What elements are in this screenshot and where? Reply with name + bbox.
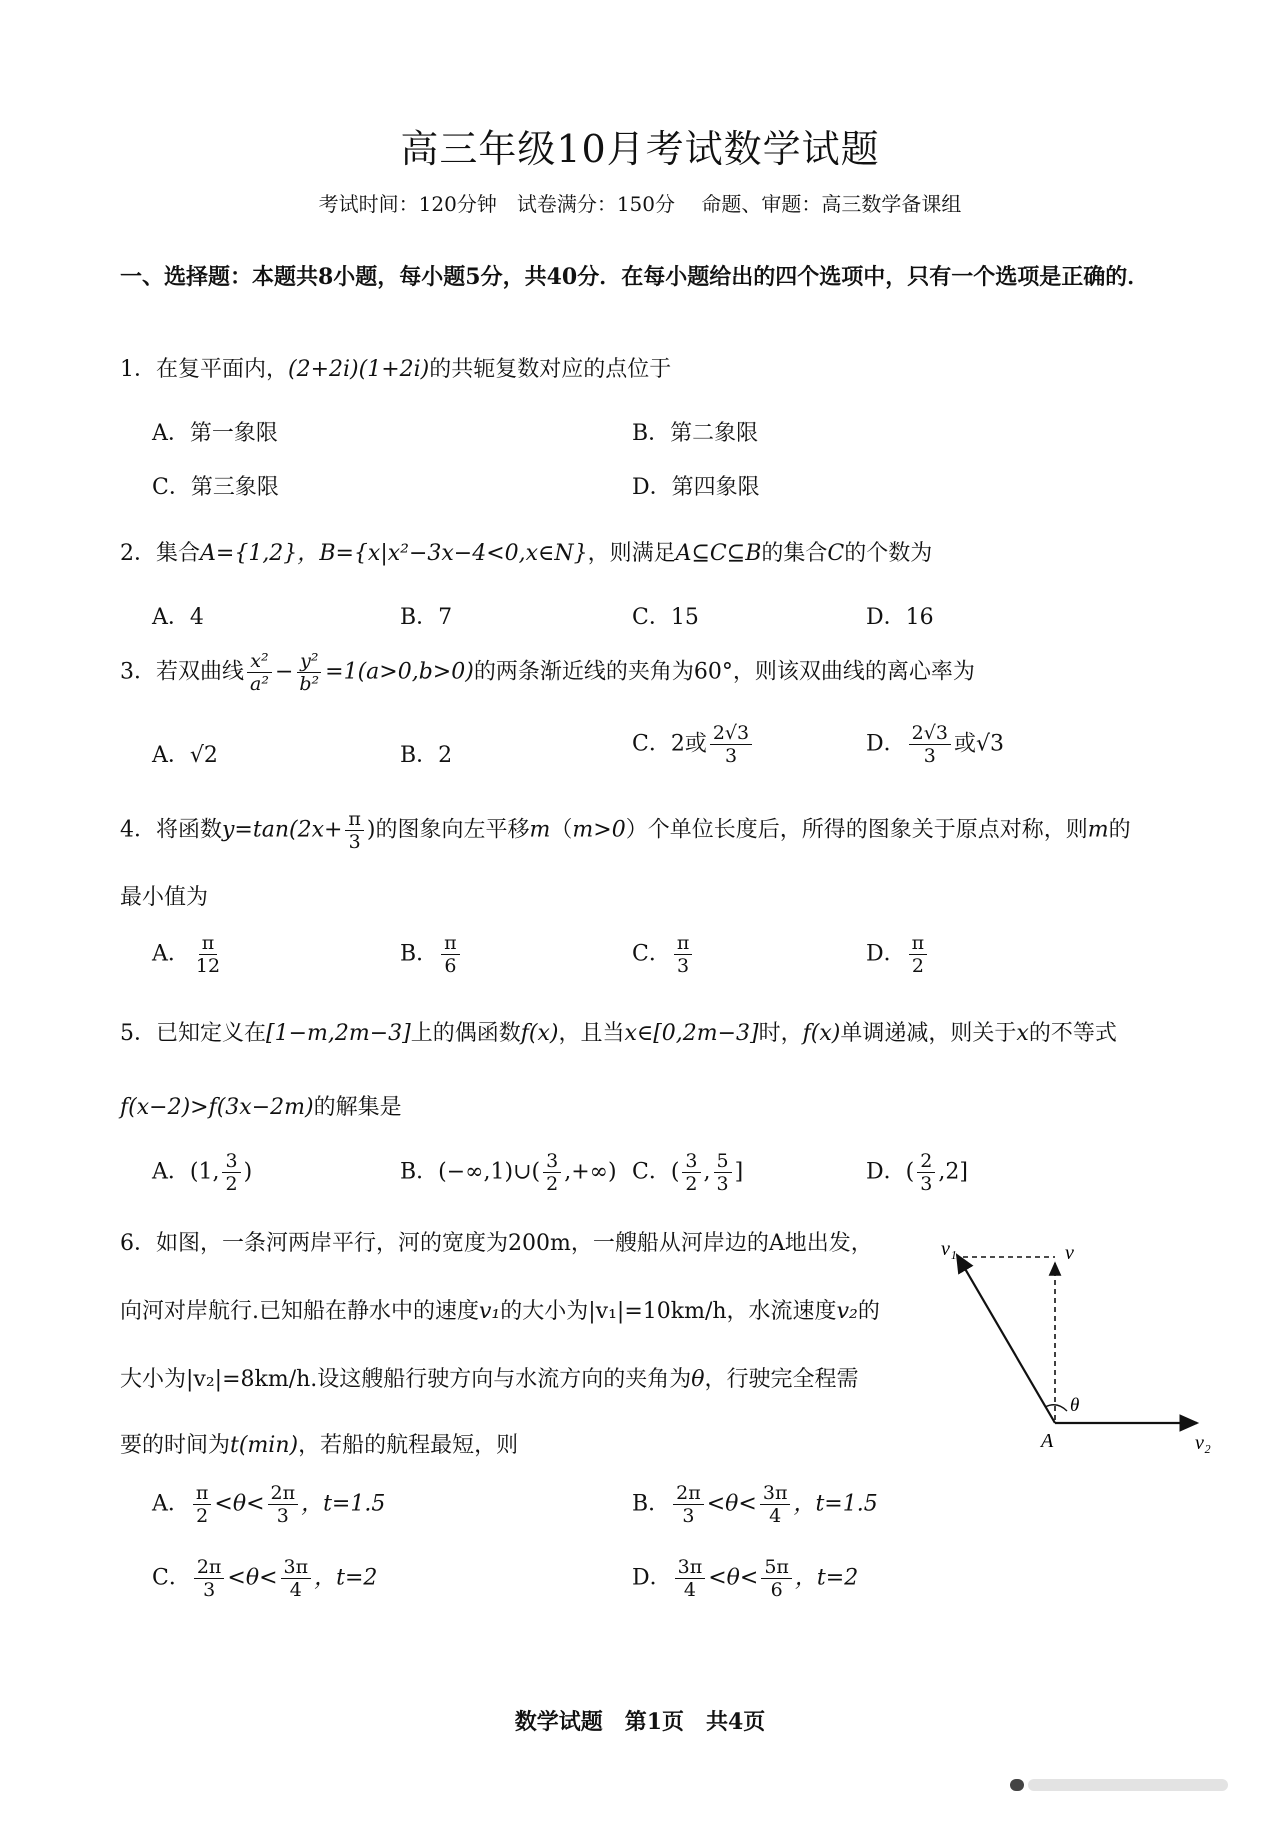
- q4-option-c: [632, 932, 695, 977]
- q6-optd-frac1: [675, 1556, 706, 1601]
- q6-line2: [120, 1294, 880, 1325]
- q1-expression: (2+2i)(1+2i): [288, 357, 430, 382]
- q4-optd-num: π: [909, 932, 928, 955]
- q6-line3-b: .设这艘船行驶方向与水流方向的夹角为: [310, 1367, 692, 1392]
- q6-optb-n2: 3π: [760, 1482, 791, 1505]
- q6-opta-d1: 2: [196, 1505, 209, 1527]
- section-heading: 一、选择题：本题共8小题，每小题5分，共40分．在每小题给出的四个选项中，只有一个选项是正确的．: [120, 264, 1150, 290]
- question-2: [120, 536, 932, 567]
- q2-set-a: A={1,2}，: [200, 541, 320, 566]
- q5-optc-num2: 5: [714, 1150, 732, 1173]
- q6-line2-c: ，水流速度: [726, 1299, 837, 1324]
- q4-optb-num: π: [441, 932, 460, 955]
- q5-opta-pre: A．(1,: [152, 1159, 220, 1185]
- q6-time: t(min): [230, 1433, 299, 1458]
- q6-optb-frac2: [760, 1482, 791, 1527]
- q5-line2: [120, 1090, 402, 1121]
- q6-optc-frac2: [281, 1556, 312, 1601]
- q3-minus: −: [274, 659, 294, 685]
- q6-opta-label: A．: [152, 1491, 190, 1517]
- q4-func-post: ): [366, 817, 376, 843]
- q5-optb-pre: B．(−∞,1)∪(: [400, 1159, 541, 1185]
- q4-stem-line2: 最小值为: [120, 885, 209, 910]
- q5-optc-fraction-1: [682, 1150, 700, 1195]
- q4-m: m: [529, 817, 551, 843]
- q6-option-c: [152, 1556, 377, 1601]
- q2-stem-d: 的个数为: [844, 541, 933, 566]
- q5-optd-fraction: [917, 1150, 935, 1195]
- q2-stem-c: 的集合: [761, 541, 828, 566]
- q2-option-c: C．15: [632, 605, 699, 630]
- q3-optd-den: 3: [923, 745, 936, 767]
- q4-optc-num: π: [674, 932, 693, 955]
- q5-optc-mid: ,: [703, 1159, 711, 1185]
- q6-line2-a: 向河对岸航行.已知船在静水中的速度: [120, 1299, 479, 1324]
- scroll-handle[interactable]: [1010, 1778, 1230, 1792]
- q3-option-d: [866, 722, 1004, 767]
- q6-optc-n2: 3π: [281, 1556, 312, 1579]
- q3-equation: =1(a>0,b>0): [325, 659, 474, 685]
- scroll-thumb[interactable]: [1010, 1779, 1024, 1791]
- fig-label-a: A: [1041, 1430, 1054, 1452]
- q4-optd-den: 2: [911, 955, 924, 977]
- q3-frac2-num: y²: [297, 650, 321, 673]
- q6-optb-tail: ，t=1.5: [793, 1491, 878, 1517]
- q4-stem-a: 4．将函数: [120, 817, 222, 843]
- q6-optb-n1: 2π: [673, 1482, 704, 1505]
- q6-optc-label: C．: [152, 1565, 191, 1591]
- q5-optb-fraction: [543, 1150, 561, 1195]
- exam-info: 考试时间：120分钟 试卷满分：150分 命题、审题：高三数学备课组: [318, 192, 962, 216]
- q6-optb-d2: 4: [769, 1505, 782, 1527]
- question-3: [120, 650, 975, 695]
- q5-x: x: [1016, 1021, 1029, 1046]
- q5-interval: [1−m,2m−3]: [266, 1021, 411, 1046]
- q5-stem-b: 上的偶函数: [410, 1021, 521, 1046]
- q2-condition: A⊆C⊆B: [675, 541, 762, 566]
- q4-optc-den: 3: [677, 955, 690, 977]
- q5-optd-num: 2: [917, 1150, 935, 1173]
- fig-label-theta: θ: [1070, 1395, 1080, 1416]
- q3-frac2-den: b²: [299, 673, 320, 695]
- q6-opta-mid: <θ<: [214, 1491, 265, 1517]
- v1-vector: [957, 1255, 1055, 1423]
- q5-optd-post: ,2]: [938, 1159, 968, 1185]
- q4-opta-num: π: [199, 932, 218, 955]
- q5-fx: f(x): [520, 1021, 559, 1046]
- q6-opta-frac2: [268, 1482, 299, 1527]
- q5-option-c: [632, 1150, 743, 1195]
- q6-optd-mid: <θ<: [708, 1565, 759, 1591]
- q5-optb-den: 2: [546, 1173, 559, 1195]
- q4-opta-label: A．: [152, 941, 190, 967]
- q2-option-b: B．7: [400, 605, 453, 630]
- q5-optc-post: ]: [734, 1159, 744, 1185]
- q3-fraction-x: [247, 650, 272, 695]
- q6-v2: v₂: [836, 1299, 858, 1324]
- q6-v2-magnitude: |v₂|=8km/h: [186, 1367, 311, 1392]
- q6-line4: [120, 1428, 518, 1459]
- q2-option-d: D．16: [866, 605, 934, 630]
- q5-stem-a: 5．已知定义在: [120, 1021, 266, 1046]
- q5-stem-e: 单调递减，则关于: [840, 1021, 1017, 1046]
- q6-optd-label: D．: [632, 1565, 672, 1591]
- q5-stem-f: 的不等式: [1028, 1021, 1117, 1046]
- q4-m-condition: m>0: [572, 817, 626, 843]
- q5-optd-den: 3: [920, 1173, 933, 1195]
- q4-func-num: π: [345, 808, 364, 831]
- q3-optd-pre: D．: [866, 731, 906, 757]
- page-footer: 数学试题 第1页 共4页: [514, 1709, 766, 1735]
- page-title: 高三年级10月考试数学试题: [400, 127, 880, 171]
- q5-optc-fraction-2: [714, 1150, 732, 1195]
- q6-opta-tail: ，t=1.5: [301, 1491, 386, 1517]
- fig-label-v: v: [1065, 1242, 1074, 1264]
- q5-opta-post: ): [243, 1159, 253, 1185]
- q5-optc-pre: C．(: [632, 1159, 680, 1185]
- q5-optc-num1: 3: [682, 1150, 700, 1173]
- q4-option-d: [866, 932, 930, 977]
- q6-optd-d1: 4: [683, 1579, 696, 1601]
- q3-stem-b: 的两条渐近线的夹角为60°，则该双曲线的离心率为: [473, 659, 975, 685]
- q6-line4-a: 要的时间为: [120, 1433, 231, 1458]
- q6-option-d: [632, 1556, 858, 1601]
- q6-optb-label: B．: [632, 1491, 671, 1517]
- q6-v1: v₁: [479, 1299, 501, 1324]
- q4-func-fraction: [345, 808, 364, 853]
- q6-option-a: [152, 1482, 385, 1527]
- q3-option-c: [632, 722, 755, 767]
- q6-optb-frac1: [673, 1482, 704, 1527]
- q2-stem-b: ，则满足: [587, 541, 676, 566]
- q5-opta-fraction: [222, 1150, 240, 1195]
- q4-stem-b: 的图象向左平移: [375, 817, 530, 843]
- q6-opta-frac1: [193, 1482, 212, 1527]
- q6-line3: [120, 1362, 859, 1393]
- q4-opta-fraction: [193, 932, 223, 977]
- q6-line3-a: 大小为: [120, 1367, 187, 1392]
- q6-option-b: [632, 1482, 878, 1527]
- q3-frac1-den: a²: [250, 673, 269, 695]
- q6-optc-frac1: [194, 1556, 225, 1601]
- q4-optb-fraction: [441, 932, 460, 977]
- q6-line3-c: ，行驶完全程需: [704, 1367, 859, 1392]
- q5-opta-num: 3: [222, 1150, 240, 1173]
- q5-optc-den1: 2: [685, 1173, 698, 1195]
- q2-set-c: C: [827, 541, 845, 566]
- q4-stem-d: ）个单位长度后，所得的图象关于原点对称，则: [625, 817, 1088, 843]
- q6-opta-d2: 3: [276, 1505, 289, 1527]
- q5-optc-den2: 3: [716, 1173, 729, 1195]
- q5-stem-c: ，且当: [558, 1021, 625, 1046]
- q5-optd-pre: D．(: [866, 1159, 915, 1185]
- q4-optc-label: C．: [632, 941, 671, 967]
- fig-label-v2: v₂: [1195, 1432, 1211, 1454]
- q6-optc-n1: 2π: [194, 1556, 225, 1579]
- q4-option-b: [400, 932, 463, 977]
- q6-optd-d2: 6: [770, 1579, 783, 1601]
- q6-optb-mid: <θ<: [706, 1491, 757, 1517]
- q1-stem-post: 的共轭复数对应的点位于: [429, 357, 672, 382]
- q3-option-a: A．√2: [152, 743, 218, 768]
- q4-stem-e: 的: [1108, 817, 1131, 843]
- q4-optb-den: 6: [444, 955, 457, 977]
- q3-frac1-num: x²: [247, 650, 271, 673]
- q6-optc-mid: <θ<: [227, 1565, 278, 1591]
- q2-set-b: B={x|x²−3x−4<0,x∈N}: [319, 541, 588, 566]
- q5-optb-num: 3: [543, 1150, 561, 1173]
- q6-optd-n2: 5π: [761, 1556, 792, 1579]
- q6-opta-n1: π: [193, 1482, 212, 1505]
- q5-stem-g: 的解集是: [313, 1095, 402, 1120]
- q3-optd-num: 2√3: [909, 722, 951, 745]
- q6-optc-tail: ，t=2: [314, 1565, 378, 1591]
- scroll-track[interactable]: [1028, 1779, 1228, 1791]
- q5-option-d: [866, 1150, 968, 1195]
- q6-line1: 6．如图，一条河两岸平行，河的宽度为200m，一艘船从河岸边的A地出发，: [120, 1231, 873, 1256]
- q3-option-b: B．2: [400, 743, 453, 768]
- q6-theta: θ: [691, 1367, 705, 1392]
- q6-optd-n1: 3π: [675, 1556, 706, 1579]
- q6-optb-d1: 3: [682, 1505, 695, 1527]
- q6-opta-n2: 2π: [268, 1482, 299, 1505]
- question-4: [120, 808, 1131, 853]
- q3-optc-num: 2√3: [710, 722, 752, 745]
- q6-optd-tail: ，t=2: [794, 1565, 859, 1591]
- q5-fx-2: f(x): [802, 1021, 841, 1046]
- q6-optd-frac2: [761, 1556, 792, 1601]
- q6-line4-b: ，若船的航程最短，则: [298, 1433, 519, 1458]
- q4-func-den: 3: [348, 831, 361, 853]
- q3-optc-fraction: [710, 722, 752, 767]
- question-1: [120, 352, 671, 383]
- q4-optc-fraction: [674, 932, 693, 977]
- q3-optc-den: 3: [724, 745, 738, 767]
- q5-stem-d: 时，: [758, 1021, 803, 1046]
- q1-option-b: B．第二象限: [632, 421, 759, 446]
- q6-optc-d2: 4: [289, 1579, 302, 1601]
- q1-option-a: A．第一象限: [152, 421, 278, 446]
- q5-condition: x∈[0,2m−3]: [624, 1021, 759, 1046]
- q6-velocity-figure: [925, 1235, 1225, 1465]
- q4-func-pre: y=tan(2x+: [222, 817, 343, 843]
- q4-m-2: m: [1087, 817, 1109, 843]
- q5-inequality: f(x−2)>f(3x−2m): [120, 1095, 314, 1120]
- q4-option-a: [152, 932, 226, 977]
- q3-optd-post: 或√3: [953, 731, 1004, 757]
- q1-stem-pre: 1．在复平面内，: [120, 357, 288, 382]
- fig-label-v1: v₁: [941, 1238, 957, 1260]
- question-5: [120, 1016, 1117, 1047]
- q5-option-a: [152, 1150, 252, 1195]
- q4-optd-label: D．: [866, 941, 906, 967]
- q2-option-a: A．4: [152, 605, 204, 630]
- q3-fraction-y: [296, 650, 322, 695]
- q3-optc-pre: C．2或: [632, 731, 707, 757]
- q3-stem-a: 3．若双曲线: [120, 659, 244, 685]
- q4-optb-label: B．: [400, 941, 439, 967]
- q6-v1-magnitude: |v₁|=10km/h: [588, 1299, 727, 1324]
- q5-opta-den: 2: [225, 1173, 238, 1195]
- q1-option-c: C．第三象限: [152, 475, 279, 500]
- q5-optb-post: ,+∞): [564, 1159, 617, 1185]
- q6-optc-d1: 3: [203, 1579, 216, 1601]
- q6-line2-b: 的大小为: [500, 1299, 589, 1324]
- q5-option-b: [400, 1150, 617, 1195]
- q3-optd-fraction: [909, 722, 951, 767]
- q6-line2-d: 的: [857, 1299, 880, 1324]
- q1-option-d: D．第四象限: [632, 475, 760, 500]
- q2-stem-a: 2．集合: [120, 541, 200, 566]
- q4-opta-den: 12: [195, 955, 221, 977]
- q4-stem-c: （: [550, 817, 573, 843]
- q4-optd-fraction: [909, 932, 928, 977]
